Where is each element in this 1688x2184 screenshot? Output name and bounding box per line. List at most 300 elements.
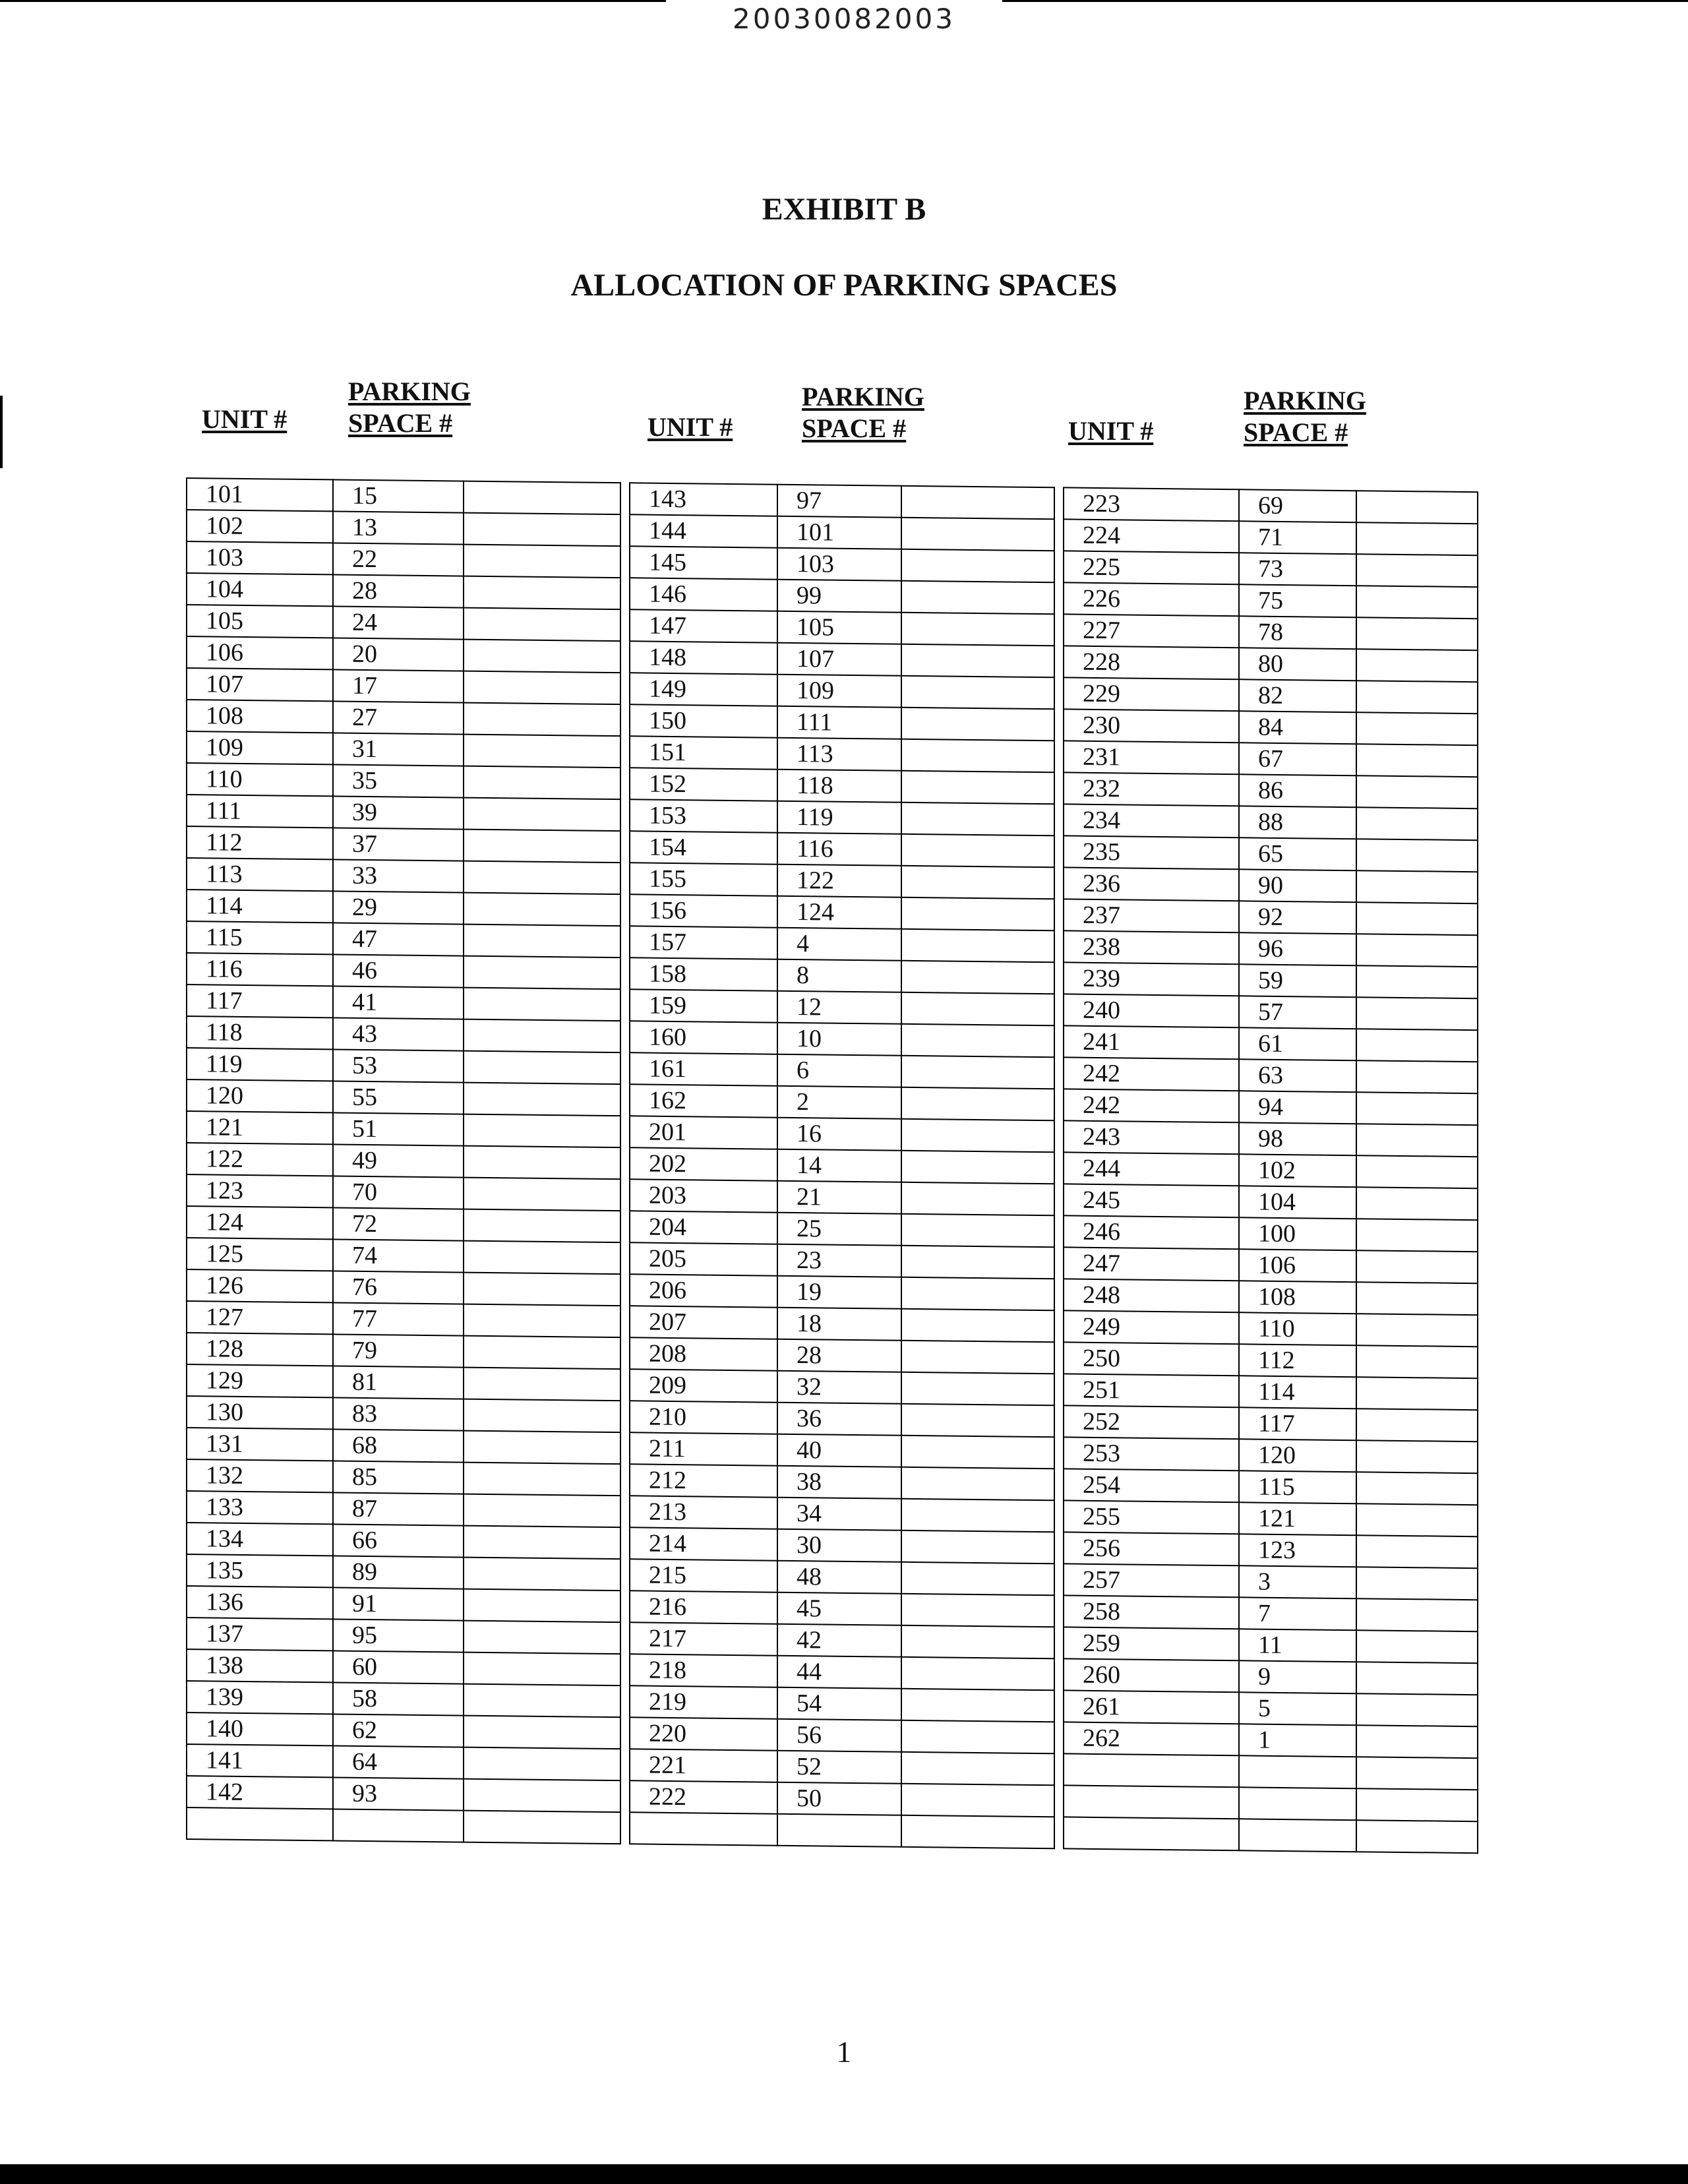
space-cell: 93 bbox=[333, 1777, 464, 1810]
space-cell: 110 bbox=[1239, 1312, 1356, 1345]
unit-cell: 139 bbox=[187, 1681, 333, 1714]
unit-cell: 104 bbox=[187, 573, 333, 606]
unit-cell: 205 bbox=[630, 1242, 777, 1275]
unit-cell: 102 bbox=[187, 510, 333, 543]
unit-cell: 204 bbox=[630, 1211, 777, 1244]
empty-cell bbox=[901, 771, 1054, 804]
unit-cell: 220 bbox=[630, 1717, 777, 1750]
space-cell: 55 bbox=[333, 1081, 464, 1114]
document-title: ALLOCATION OF PARKING SPACES bbox=[570, 268, 1118, 303]
unit-cell: 112 bbox=[187, 826, 333, 859]
unit-cell: 207 bbox=[630, 1306, 777, 1339]
empty-cell bbox=[464, 956, 620, 990]
unit-cell: 251 bbox=[1064, 1374, 1239, 1407]
unit-cell: 254 bbox=[1064, 1469, 1239, 1502]
exhibit-title: EXHIBIT B bbox=[762, 192, 926, 227]
space-cell: 8 bbox=[777, 959, 901, 992]
unit-cell: 143 bbox=[630, 483, 777, 516]
empty-cell bbox=[1356, 586, 1478, 619]
empty-cell bbox=[464, 1716, 620, 1749]
empty-cell bbox=[464, 735, 620, 768]
space-cell: 80 bbox=[1239, 648, 1356, 681]
empty-cell bbox=[901, 1277, 1054, 1311]
empty-cell bbox=[1356, 1440, 1478, 1473]
unit-cell: 122 bbox=[187, 1143, 333, 1176]
space-cell: 31 bbox=[333, 733, 464, 766]
space-cell: 60 bbox=[333, 1651, 464, 1684]
column-gap bbox=[620, 1021, 630, 1052]
unit-cell: 135 bbox=[187, 1554, 333, 1587]
space-cell: 2 bbox=[777, 1086, 901, 1119]
unit-cell bbox=[630, 1812, 777, 1845]
empty-cell bbox=[464, 1431, 620, 1465]
empty-cell bbox=[464, 1494, 620, 1528]
space-cell: 68 bbox=[333, 1429, 464, 1462]
space-cell: 92 bbox=[1239, 901, 1356, 934]
unit-cell: 219 bbox=[630, 1685, 777, 1718]
space-cell: 87 bbox=[333, 1492, 464, 1525]
column-gap bbox=[620, 1685, 630, 1717]
space-cell: 10 bbox=[777, 1023, 901, 1056]
column-gap bbox=[1054, 930, 1064, 962]
space-cell: 45 bbox=[777, 1592, 901, 1625]
empty-cell bbox=[1356, 934, 1478, 967]
unit-cell: 202 bbox=[630, 1147, 777, 1180]
empty-cell bbox=[901, 929, 1054, 963]
space-cell: 3 bbox=[1239, 1565, 1356, 1598]
column-gap bbox=[1054, 772, 1064, 804]
space-cell bbox=[1239, 1787, 1356, 1820]
column-gap bbox=[1054, 1785, 1064, 1817]
empty-cell bbox=[464, 1621, 620, 1654]
column-gap bbox=[620, 989, 630, 1021]
unit-cell: 237 bbox=[1064, 899, 1239, 932]
column-gap bbox=[1054, 804, 1064, 835]
space-cell: 6 bbox=[777, 1054, 901, 1087]
column-gap bbox=[620, 609, 630, 641]
empty-cell bbox=[901, 1024, 1054, 1058]
space-cell: 113 bbox=[777, 738, 901, 771]
column-gap bbox=[620, 1274, 630, 1306]
empty-cell bbox=[901, 676, 1054, 710]
empty-cell bbox=[901, 866, 1054, 899]
column-gap bbox=[620, 1717, 630, 1749]
unit-cell: 118 bbox=[187, 1016, 333, 1049]
unit-cell: 129 bbox=[187, 1364, 333, 1397]
column-gap bbox=[1054, 1025, 1064, 1057]
unit-cell bbox=[187, 1807, 333, 1840]
column-gap bbox=[620, 673, 630, 704]
column-gap bbox=[1054, 1152, 1064, 1184]
parking-header: PARKING bbox=[1244, 386, 1366, 415]
space-cell: 88 bbox=[1239, 806, 1356, 839]
column-gap bbox=[620, 894, 630, 926]
empty-cell bbox=[901, 1341, 1054, 1374]
unit-cell: 148 bbox=[630, 641, 777, 674]
column-gap bbox=[620, 1654, 630, 1685]
unit-cell: 261 bbox=[1064, 1690, 1239, 1724]
space-cell: 84 bbox=[1239, 711, 1356, 744]
unit-cell: 225 bbox=[1064, 551, 1239, 584]
space-cell bbox=[777, 1814, 901, 1847]
space-cell: 83 bbox=[333, 1397, 464, 1430]
space-cell: 7 bbox=[1239, 1597, 1356, 1630]
unit-cell: 152 bbox=[630, 768, 777, 801]
column-gap bbox=[1054, 994, 1064, 1025]
unit-cell: 221 bbox=[630, 1749, 777, 1782]
column-gap bbox=[620, 1432, 630, 1464]
unit-cell: 215 bbox=[630, 1559, 777, 1592]
column-gap bbox=[1054, 899, 1064, 930]
space-cell: 72 bbox=[333, 1207, 464, 1240]
space-cell: 121 bbox=[1239, 1502, 1356, 1535]
empty-cell bbox=[1356, 1725, 1478, 1758]
column-gap bbox=[620, 1369, 630, 1401]
space-cell: 58 bbox=[333, 1682, 464, 1715]
column-gap bbox=[1054, 1089, 1064, 1120]
unit-cell: 213 bbox=[630, 1496, 777, 1529]
column-gap bbox=[1054, 1342, 1064, 1374]
unit-cell: 206 bbox=[630, 1274, 777, 1307]
column-gap bbox=[1054, 677, 1064, 709]
empty-cell bbox=[464, 671, 620, 705]
space-cell: 11 bbox=[1239, 1629, 1356, 1662]
unit-cell: 147 bbox=[630, 609, 777, 642]
unit-cell: 115 bbox=[187, 921, 333, 954]
empty-cell bbox=[464, 1558, 620, 1591]
empty-cell bbox=[1356, 902, 1478, 935]
empty-cell bbox=[901, 1372, 1054, 1406]
column-gap bbox=[620, 1084, 630, 1116]
space-cell: 73 bbox=[1239, 553, 1356, 586]
space-cell: 43 bbox=[333, 1017, 464, 1050]
unit-cell: 201 bbox=[630, 1116, 777, 1149]
space-cell: 94 bbox=[1239, 1091, 1356, 1124]
space-cell: 9 bbox=[1239, 1660, 1356, 1693]
unit-cell: 158 bbox=[630, 957, 777, 990]
space-cell: 86 bbox=[1239, 774, 1356, 807]
space-cell: 82 bbox=[1239, 679, 1356, 712]
column-gap bbox=[620, 1052, 630, 1084]
unit-cell: 151 bbox=[630, 736, 777, 769]
column-gap bbox=[1054, 1753, 1064, 1785]
unit-cell: 159 bbox=[630, 989, 777, 1022]
space-cell: 35 bbox=[333, 764, 464, 797]
empty-cell bbox=[464, 481, 620, 515]
column-gap bbox=[1054, 1690, 1064, 1722]
empty-cell bbox=[901, 897, 1054, 931]
space-cell: 74 bbox=[333, 1239, 464, 1272]
unit-cell: 236 bbox=[1064, 867, 1239, 901]
empty-cell bbox=[1356, 1409, 1478, 1441]
space-cell: 46 bbox=[333, 954, 464, 987]
empty-cell bbox=[464, 1051, 620, 1085]
space-cell: 49 bbox=[333, 1144, 464, 1177]
empty-cell bbox=[464, 1241, 620, 1275]
unit-cell: 106 bbox=[187, 636, 333, 669]
parking-allocation-table bbox=[186, 477, 1478, 1854]
unit-cell: 110 bbox=[187, 763, 333, 796]
column-gap bbox=[1054, 1437, 1064, 1469]
space-cell: 104 bbox=[1239, 1186, 1356, 1219]
unit-cell: 214 bbox=[630, 1527, 777, 1560]
space-cell: 53 bbox=[333, 1049, 464, 1082]
unit-cell: 154 bbox=[630, 831, 777, 864]
unit-cell: 125 bbox=[187, 1238, 333, 1271]
unit-cell: 157 bbox=[630, 926, 777, 959]
column-gap bbox=[1054, 1215, 1064, 1247]
column-gap bbox=[620, 1306, 630, 1337]
space-cell: 103 bbox=[777, 548, 901, 581]
space-cell: 37 bbox=[333, 828, 464, 861]
column-gap bbox=[620, 641, 630, 673]
empty-cell bbox=[901, 1151, 1054, 1184]
unit-cell: 246 bbox=[1064, 1215, 1239, 1249]
empty-cell bbox=[901, 1056, 1054, 1089]
space-cell: 85 bbox=[333, 1461, 464, 1494]
unit-cell: 153 bbox=[630, 799, 777, 832]
empty-cell bbox=[464, 1273, 620, 1306]
column-gap bbox=[1054, 741, 1064, 772]
unit-cell: 209 bbox=[630, 1369, 777, 1402]
space-cell: 124 bbox=[777, 896, 901, 929]
space-cell: 54 bbox=[777, 1687, 901, 1720]
unit-cell: 210 bbox=[630, 1401, 777, 1434]
unit-cell: 218 bbox=[630, 1654, 777, 1687]
parking-header: PARKING bbox=[802, 382, 924, 411]
empty-cell bbox=[901, 1689, 1054, 1722]
unit-cell: 150 bbox=[630, 704, 777, 737]
empty-cell bbox=[1356, 1472, 1478, 1505]
space-cell: 36 bbox=[777, 1403, 901, 1436]
empty-cell bbox=[464, 545, 620, 578]
column-gap bbox=[1054, 1595, 1064, 1627]
column-gap bbox=[1054, 867, 1064, 899]
unit-cell: 142 bbox=[187, 1776, 333, 1809]
column-gap bbox=[1054, 519, 1064, 551]
space-cell: 101 bbox=[777, 516, 901, 549]
unit-cell: 250 bbox=[1064, 1342, 1239, 1376]
column-gap bbox=[1054, 709, 1064, 741]
column-gap bbox=[620, 1780, 630, 1812]
page-number: 1 bbox=[836, 2035, 852, 2069]
unit-header: UNIT # bbox=[648, 412, 733, 442]
space-cell: 120 bbox=[1239, 1439, 1356, 1472]
column-gap bbox=[1054, 1500, 1064, 1532]
column-gap bbox=[620, 546, 630, 578]
space-cell: 15 bbox=[333, 479, 464, 512]
unit-cell: 242 bbox=[1064, 1089, 1239, 1122]
column-gap bbox=[620, 799, 630, 831]
unit-cell: 140 bbox=[187, 1713, 333, 1745]
empty-cell bbox=[901, 486, 1054, 520]
space-cell: 116 bbox=[777, 833, 901, 866]
column-gap bbox=[620, 1401, 630, 1432]
unit-cell: 211 bbox=[630, 1432, 777, 1465]
empty-cell bbox=[901, 1436, 1054, 1469]
column-gap bbox=[620, 514, 630, 546]
space-cell: 50 bbox=[777, 1782, 901, 1815]
unit-cell: 120 bbox=[187, 1079, 333, 1112]
empty-cell bbox=[1356, 554, 1478, 587]
unit-cell: 137 bbox=[187, 1618, 333, 1651]
unit-cell: 161 bbox=[630, 1052, 777, 1085]
unit-cell: 126 bbox=[187, 1269, 333, 1302]
unit-cell bbox=[1064, 1817, 1239, 1850]
empty-cell bbox=[1356, 870, 1478, 903]
unit-cell: 203 bbox=[630, 1179, 777, 1212]
space-cell: 40 bbox=[777, 1434, 901, 1467]
empty-cell bbox=[1356, 1757, 1478, 1790]
unit-cell: 232 bbox=[1064, 772, 1239, 806]
space-cell: 4 bbox=[777, 928, 901, 961]
unit-cell: 228 bbox=[1064, 646, 1239, 679]
column-gap bbox=[1054, 1817, 1064, 1848]
space-cell: 57 bbox=[1239, 996, 1356, 1029]
unit-cell: 229 bbox=[1064, 677, 1239, 711]
empty-cell bbox=[901, 1562, 1054, 1596]
unit-cell: 227 bbox=[1064, 614, 1239, 648]
empty-cell bbox=[464, 1684, 620, 1718]
empty-cell bbox=[464, 925, 620, 958]
column-gap bbox=[1054, 1120, 1064, 1152]
column-gap bbox=[620, 1496, 630, 1527]
column-gap bbox=[1054, 487, 1064, 519]
unit-cell: 103 bbox=[187, 541, 333, 574]
unit-cell: 101 bbox=[187, 478, 333, 511]
empty-cell bbox=[464, 988, 620, 1021]
empty-cell bbox=[1356, 649, 1478, 682]
empty-cell bbox=[901, 1499, 1054, 1532]
empty-cell bbox=[901, 708, 1054, 741]
empty-cell bbox=[1356, 1282, 1478, 1315]
empty-cell bbox=[464, 1463, 620, 1496]
document-number: 20030082003 bbox=[733, 3, 955, 35]
space-cell: 25 bbox=[777, 1213, 901, 1246]
space-cell: 117 bbox=[1239, 1407, 1356, 1440]
unit-cell: 145 bbox=[630, 546, 777, 579]
empty-cell bbox=[464, 1779, 620, 1813]
empty-cell bbox=[1356, 1567, 1478, 1600]
scan-bottom-edge bbox=[0, 2164, 1688, 2184]
space-cell: 22 bbox=[333, 543, 464, 576]
empty-cell bbox=[464, 1399, 620, 1433]
space-cell: 38 bbox=[777, 1466, 901, 1499]
empty-cell bbox=[1356, 1155, 1478, 1188]
empty-cell bbox=[1356, 1124, 1478, 1157]
unit-cell: 123 bbox=[187, 1174, 333, 1207]
space-cell: 28 bbox=[333, 574, 464, 607]
column-gap bbox=[620, 704, 630, 736]
empty-cell bbox=[464, 830, 620, 863]
empty-cell bbox=[901, 1087, 1054, 1121]
column-gap bbox=[620, 1211, 630, 1242]
space-cell: 17 bbox=[333, 669, 464, 702]
unit-cell: 240 bbox=[1064, 994, 1239, 1027]
unit-cell: 149 bbox=[630, 673, 777, 706]
space-cell: 71 bbox=[1239, 521, 1356, 554]
space-cell: 99 bbox=[777, 580, 901, 613]
unit-header: UNIT # bbox=[1068, 416, 1154, 446]
space-cell: 39 bbox=[333, 796, 464, 829]
space-cell: 28 bbox=[777, 1339, 901, 1372]
empty-cell bbox=[901, 992, 1054, 1026]
column-gap bbox=[620, 1749, 630, 1780]
empty-cell bbox=[901, 1246, 1054, 1279]
unit-cell: 144 bbox=[630, 514, 777, 547]
empty-cell bbox=[1356, 617, 1478, 650]
space-cell: 90 bbox=[1239, 869, 1356, 902]
empty-cell bbox=[1356, 522, 1478, 555]
space-cell: 29 bbox=[333, 891, 464, 924]
space-cell: 20 bbox=[333, 638, 464, 671]
unit-cell: 245 bbox=[1064, 1184, 1239, 1217]
empty-cell bbox=[464, 1114, 620, 1148]
empty-cell bbox=[901, 1657, 1054, 1691]
empty-cell bbox=[901, 1815, 1054, 1849]
space-cell: 122 bbox=[777, 864, 901, 897]
space-cell: 19 bbox=[777, 1276, 901, 1309]
unit-cell: 216 bbox=[630, 1591, 777, 1623]
space-cell: 79 bbox=[333, 1334, 464, 1367]
space-cell: 14 bbox=[777, 1149, 901, 1182]
empty-cell bbox=[464, 1019, 620, 1053]
empty-cell bbox=[1356, 1693, 1478, 1726]
empty-cell bbox=[1356, 1662, 1478, 1695]
unit-cell: 255 bbox=[1064, 1500, 1239, 1534]
unit-cell: 116 bbox=[187, 953, 333, 986]
column-gap bbox=[620, 1464, 630, 1496]
empty-cell bbox=[901, 803, 1054, 836]
column-gap bbox=[1054, 1247, 1064, 1279]
column-gap bbox=[620, 957, 630, 989]
empty-cell bbox=[1356, 1598, 1478, 1631]
empty-cell bbox=[464, 640, 620, 673]
space-cell: 70 bbox=[333, 1176, 464, 1209]
column-gap bbox=[620, 578, 630, 609]
space-cell: 64 bbox=[333, 1745, 464, 1778]
space-cell: 118 bbox=[777, 770, 901, 803]
space-header: SPACE # bbox=[1244, 417, 1348, 447]
space-cell: 107 bbox=[777, 643, 901, 676]
unit-cell: 113 bbox=[187, 858, 333, 891]
empty-cell bbox=[1356, 1314, 1478, 1347]
column-gap bbox=[620, 736, 630, 768]
empty-cell bbox=[901, 1594, 1054, 1627]
space-cell: 18 bbox=[777, 1308, 901, 1341]
unit-cell: 119 bbox=[187, 1048, 333, 1081]
empty-cell bbox=[1356, 491, 1478, 524]
scan-top-edge bbox=[1002, 0, 1688, 2]
empty-cell bbox=[464, 1653, 620, 1686]
unit-cell: 249 bbox=[1064, 1310, 1239, 1344]
space-cell: 123 bbox=[1239, 1534, 1356, 1567]
empty-cell bbox=[1356, 1788, 1478, 1821]
empty-cell bbox=[901, 613, 1054, 646]
column-gap bbox=[620, 1622, 630, 1654]
empty-cell bbox=[1356, 1219, 1478, 1252]
space-cell: 100 bbox=[1239, 1217, 1356, 1250]
space-cell: 48 bbox=[777, 1561, 901, 1594]
empty-cell bbox=[464, 1146, 620, 1180]
unit-cell: 241 bbox=[1064, 1025, 1239, 1059]
space-header: SPACE # bbox=[802, 413, 907, 443]
space-cell: 89 bbox=[333, 1556, 464, 1589]
column-gap bbox=[620, 1116, 630, 1147]
empty-cell bbox=[464, 1811, 620, 1844]
unit-cell: 244 bbox=[1064, 1152, 1239, 1186]
empty-cell bbox=[464, 1209, 620, 1243]
